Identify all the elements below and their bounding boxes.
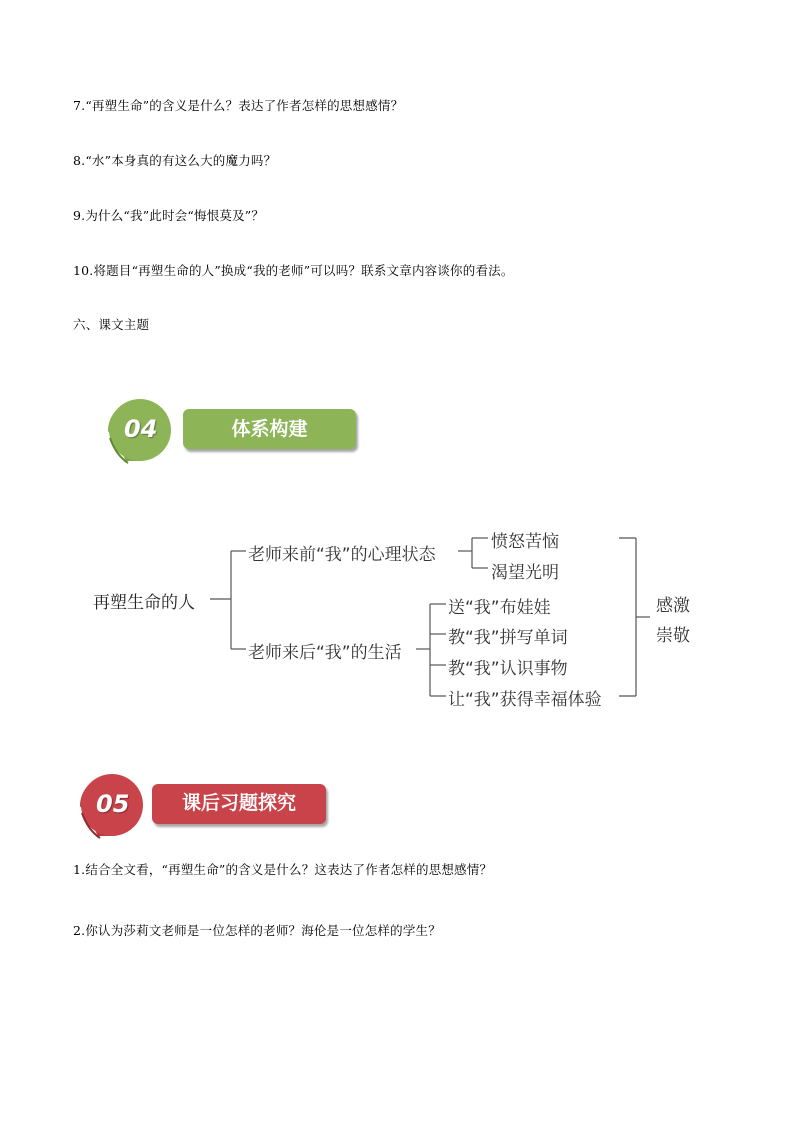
section-05-number: 05 — [96, 790, 130, 818]
section-05-title: 课后习题探究 — [152, 784, 326, 824]
mindmap-item: 愤怒苦恼 — [491, 532, 559, 552]
section-04-number: 04 — [124, 415, 158, 443]
exercise-question-1: 1.结合全文看，“再塑生命”的含义是什么？这表达了作者怎样的思想感情？ — [73, 862, 493, 877]
mindmap-root: 再塑生命的人 — [93, 593, 195, 613]
section-04-title: 体系构建 — [183, 409, 356, 449]
mindmap-conclusion: 感激 — [656, 596, 690, 616]
mindmap-item: 让“我”获得幸福体验 — [448, 690, 602, 710]
question-9: 9.为什么“我”此时会“悔恨莫及”？ — [73, 208, 265, 223]
exercise-question-2: 2.你认为莎莉文老师是一位怎样的老师？海伦是一位怎样的学生？ — [73, 923, 441, 938]
question-7: 7.“再塑生命”的含义是什么？表达了作者怎样的思想感情？ — [73, 98, 404, 113]
mindmap-item: 渴望光明 — [491, 563, 559, 583]
section-heading-six: 六、课文主题 — [73, 317, 150, 332]
mindmap-item: 教“我”拼写单词 — [448, 628, 568, 648]
mindmap-item: 教“我”认识事物 — [448, 659, 568, 679]
question-8: 8.“水”本身真的有这么大的魔力吗？ — [73, 153, 277, 168]
mindmap-item: 送“我”布娃娃 — [448, 598, 551, 618]
mindmap-branch-after: 老师来后“我”的生活 — [248, 643, 402, 663]
mindmap-branch-before: 老师来前“我”的心理状态 — [248, 545, 436, 565]
mindmap-conclusion: 崇敬 — [656, 626, 690, 646]
question-10: 10.将题目“再塑生命的人”换成“我的老师”可以吗？联系文章内容谈你的看法。 — [73, 263, 514, 278]
